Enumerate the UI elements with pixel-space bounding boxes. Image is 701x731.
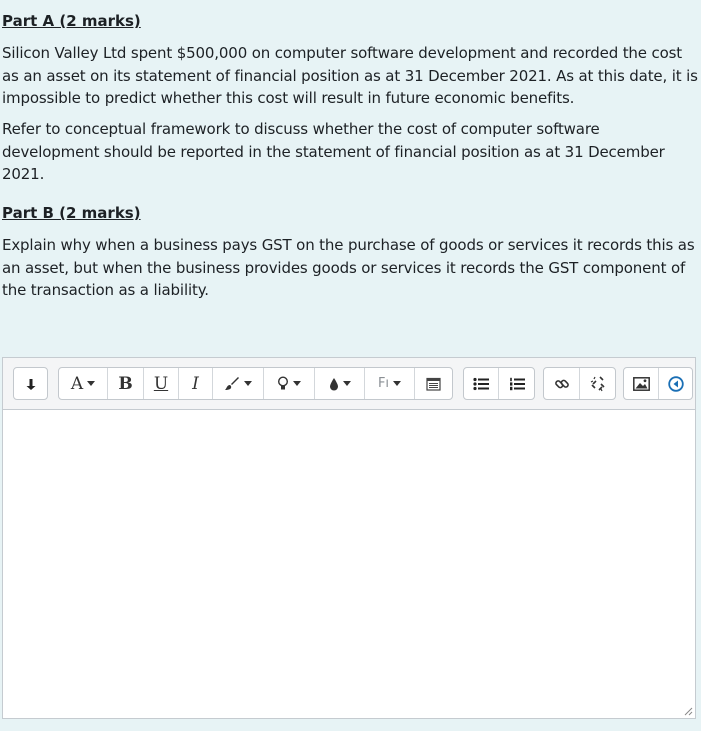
insert-image-button[interactable]	[624, 368, 659, 399]
insert-media-button[interactable]	[659, 368, 692, 399]
italic-label: I	[192, 373, 199, 394]
font-size-button[interactable]	[59, 368, 108, 399]
highlight-button[interactable]	[264, 368, 315, 399]
collapse-toolbar-icon	[25, 377, 37, 391]
lightbulb-icon	[277, 376, 289, 391]
font-family-label: Fı	[377, 376, 390, 391]
unlink-icon	[590, 376, 606, 392]
chevron-down-icon	[293, 381, 301, 386]
link-icon	[554, 376, 570, 392]
chevron-down-icon	[343, 381, 351, 386]
brush-icon	[224, 377, 240, 391]
chevron-down-icon	[244, 381, 252, 386]
unordered-list-button[interactable]	[464, 368, 499, 399]
part-a-heading: Part A (2 marks)	[2, 12, 141, 30]
ordered-list-icon	[509, 377, 525, 391]
underline-label: U	[153, 373, 169, 394]
answer-text-area[interactable]	[3, 411, 695, 718]
toolbar-group-format	[58, 367, 453, 400]
font-color-button[interactable]	[315, 368, 365, 399]
background-color-button[interactable]	[213, 368, 264, 399]
resize-handle-icon[interactable]	[683, 706, 693, 716]
underline-button[interactable]	[144, 368, 179, 399]
media-icon	[668, 376, 684, 392]
rich-text-editor	[2, 357, 696, 719]
calendar-widget-button[interactable]	[415, 368, 452, 399]
part-a-paragraph-1: Silicon Valley Ltd spent $500,000 on computer software development and recorded the cost as an asset on its statement of financial position as at 31 December 2021. As at this date, it is impossible to predict whether this cost will result in future economic benefits.	[2, 44, 698, 107]
italic-button[interactable]	[179, 368, 213, 399]
toolbar-group-media	[623, 367, 693, 400]
font-size-label: A	[70, 373, 84, 394]
part-a-paragraph-2: Refer to conceptual framework to discuss whether the cost of computer software development should be reported in the statement of financial position as at 31 December 2021.	[2, 120, 665, 183]
toolbar-group-links	[543, 367, 616, 400]
unlink-button[interactable]	[580, 368, 615, 399]
bold-button[interactable]	[108, 368, 144, 399]
chevron-down-icon	[87, 381, 95, 386]
chevron-down-icon	[393, 381, 401, 386]
toolbar-group-lists	[463, 367, 535, 400]
ink-drop-icon	[329, 377, 339, 391]
calendar-widget-icon	[426, 377, 441, 391]
font-family-button[interactable]	[365, 368, 415, 399]
image-icon	[633, 377, 650, 391]
part-b-heading: Part B (2 marks)	[2, 204, 141, 222]
collapse-toolbar-button[interactable]	[14, 368, 47, 399]
unordered-list-icon	[473, 377, 489, 391]
ordered-list-button[interactable]	[499, 368, 534, 399]
bold-label: B	[118, 373, 133, 394]
toolbar-group-collapse	[13, 367, 48, 400]
editor-toolbar	[3, 358, 695, 410]
link-button[interactable]	[544, 368, 580, 399]
part-b-paragraph-1: Explain why when a business pays GST on the purchase of goods or services it records this as an asset, but when the business provides goods or services it records the GST component of the transaction as a liability.	[2, 236, 695, 299]
